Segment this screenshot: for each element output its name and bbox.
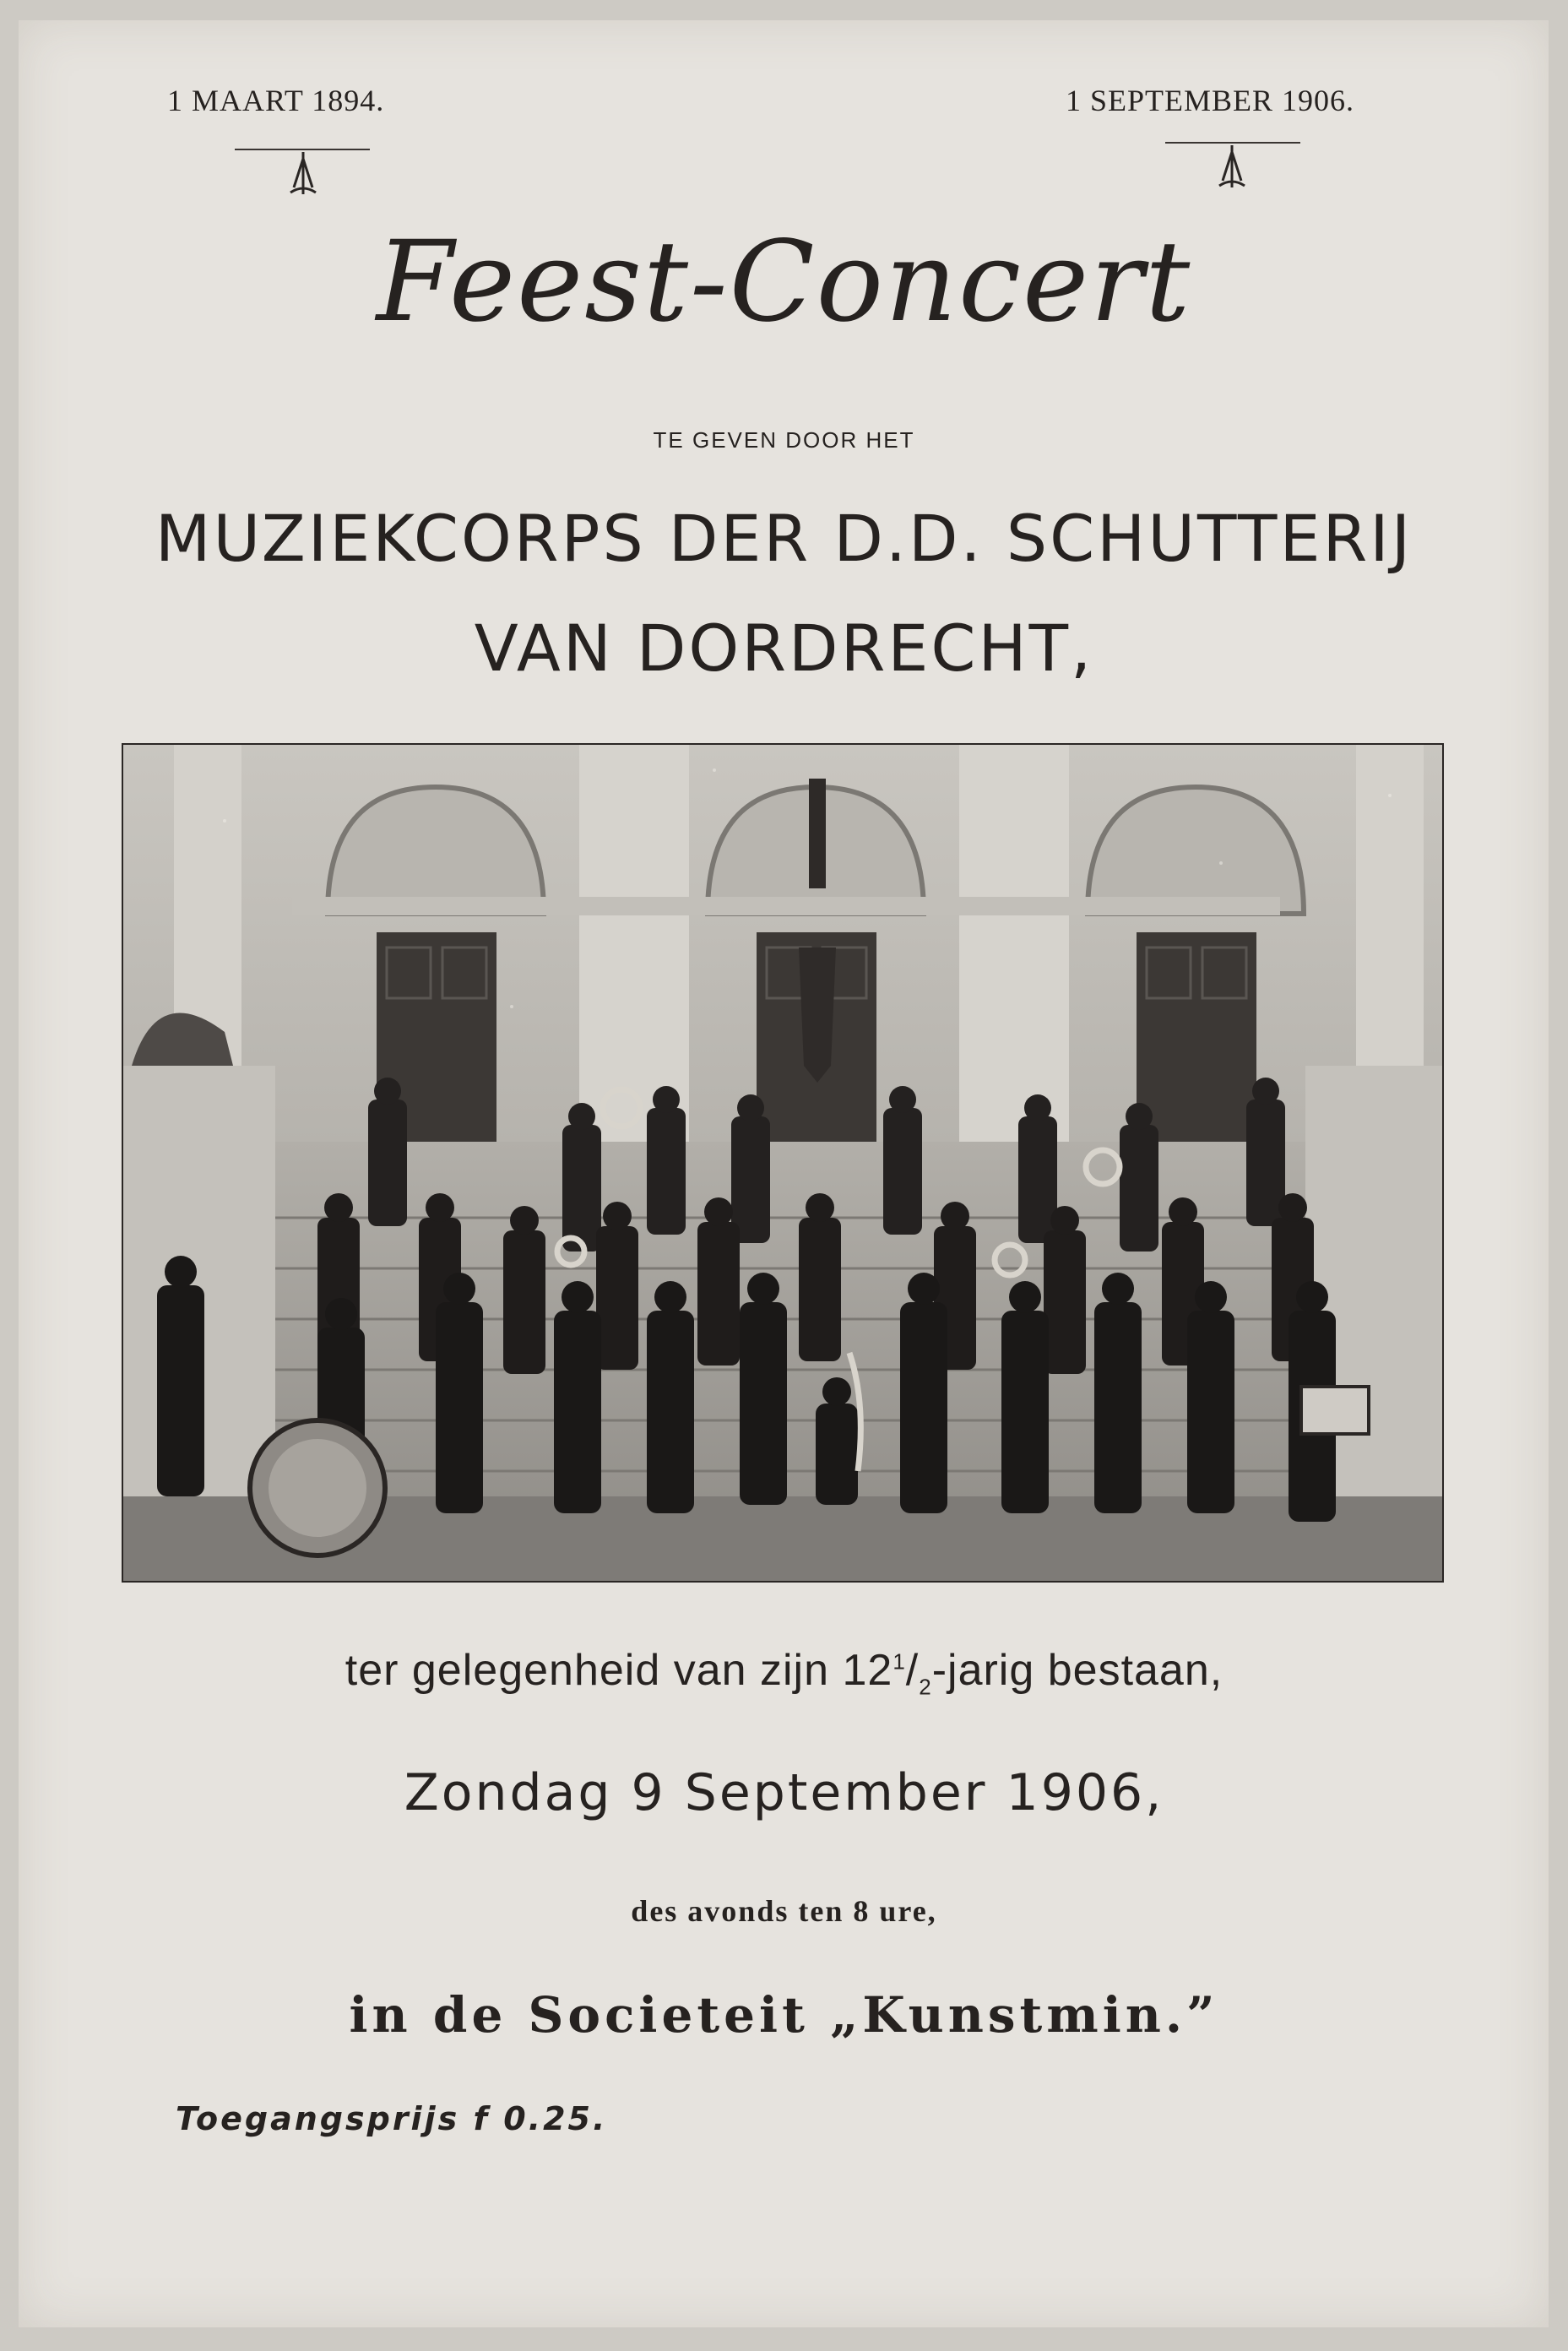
concert-venue: in de Societeit „Kunstmin.” (349, 1986, 1219, 2044)
flourish-ornament-right (1211, 144, 1253, 191)
occasion-text-before: ter gelegenheid van zijn 12 (345, 1646, 893, 1695)
admission-price: Toegangsprijs f 0.25. (176, 2100, 608, 2137)
concert-title: Feest-Concert (376, 217, 1192, 347)
founding-date: 1 MAART 1894. (167, 84, 385, 117)
occasion-text-after: -jarig bestaan, (931, 1646, 1223, 1695)
subtitle: TE GEVEN DOOR HET (653, 427, 915, 453)
fraction-denominator: 2 (919, 1674, 932, 1700)
fraction-numerator: 1 (893, 1648, 906, 1675)
concert-date: Zondag 9 September 1906, (404, 1763, 1164, 1822)
band-photo-illustration (123, 745, 1442, 1581)
fraction-separator: / (905, 1646, 920, 1695)
occasion-line (0, 1645, 1568, 1700)
concert-time: des avonds ten 8 ure, (631, 1894, 937, 1928)
flourish-ornament-left (282, 150, 324, 198)
band-photograph (122, 743, 1444, 1583)
corps-name-line-2: VAN DORDRECHT, (474, 611, 1094, 686)
anniversary-date: 1 SEPTEMBER 1906. (1066, 84, 1355, 117)
corps-name-line-1: MUZIEKCORPS DER D.D. SCHUTTERIJ (155, 501, 1413, 576)
